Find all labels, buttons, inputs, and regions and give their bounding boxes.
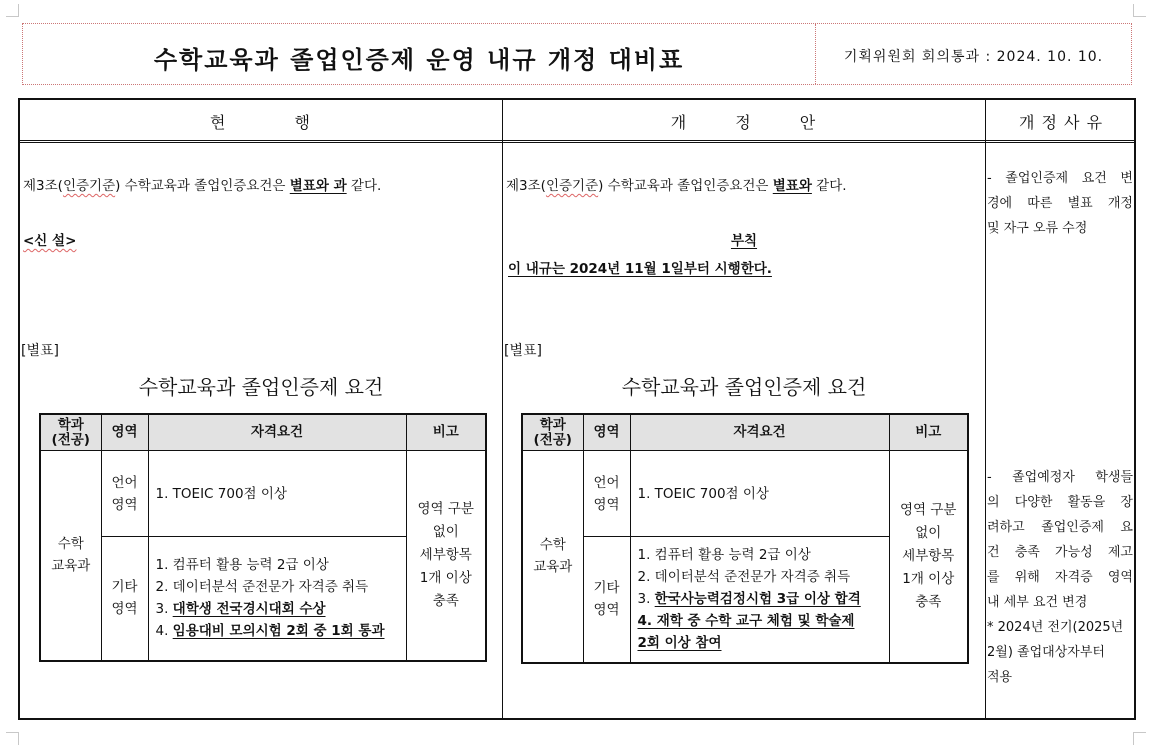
approval-date: 기획위원회 회의통과 : 2024. 10. 10. xyxy=(843,49,1104,65)
article-emphasis: 별표와 xyxy=(772,178,812,194)
other-item-1: 1. 컴퓨터 활용 능력 2급 이상 xyxy=(155,557,329,574)
other-item-4: 4. 재학 중 수학 교구 체험 및 학술제 xyxy=(637,613,855,630)
new-section-label: <신 설> xyxy=(23,233,77,249)
col-header-requirements: 자격요건 xyxy=(630,414,889,451)
proposed-annex-label: [별표] xyxy=(504,343,542,359)
reason-2: - 졸업예정자 학생들 의 다양한 활동을 장 려하고 졸업인증제 요 건 충족 가능성 제고 를 위해 자격증 영역 내 세부 요건 변경 * 2024년 전기(2025년 2월) 졸업대상자부터 적용 xyxy=(987,470,1133,685)
lang-item: 1. TOEIC 700점 이상 xyxy=(148,451,406,537)
proposed-article: 제3조(인증기준) 수학교육과 졸업인증요건은 별표와 같다. xyxy=(506,178,847,194)
current-annex-label: [별표] xyxy=(21,343,59,359)
lang-item: 1. TOEIC 700점 이상 xyxy=(630,451,889,537)
header-divider xyxy=(20,140,1134,143)
supplement-title: 부칙 xyxy=(730,233,758,249)
col-header-note: 비고 xyxy=(889,414,968,451)
dept-cell: 수학 교육과 xyxy=(522,451,583,663)
crop-mark-top-right xyxy=(1133,4,1146,17)
other-item-4-cont: 2회 이상 참여 xyxy=(637,635,722,652)
col-header-dept: 학과 (전공) xyxy=(40,414,101,451)
article-emphasis: 별표와 과 xyxy=(289,178,347,194)
lang-area-cell: 언어 영역 xyxy=(101,451,148,537)
proposed-requirements-table xyxy=(521,413,969,664)
col-header-area: 영역 xyxy=(101,414,148,451)
other-area-cell: 기타 영역 xyxy=(101,537,148,661)
document-title: 수학교육과 졸업인증제 운영 내규 개정 대비표 xyxy=(153,45,685,74)
other-item-2: 2. 데이터분석 준전문가 자격증 취득 xyxy=(637,569,851,586)
column-divider-1 xyxy=(502,100,503,718)
other-item-3: 3. 대학생 전국경시대회 수상 xyxy=(155,601,326,618)
reason-1: - 졸업인증제 요건 변 경에 따른 별표 개정 및 자구 오류 수정 xyxy=(987,171,1133,236)
crop-mark-bottom-right xyxy=(1133,732,1146,745)
current-requirements-table xyxy=(39,413,487,662)
other-item-1: 1. 컴퓨터 활용 능력 2급 이상 xyxy=(637,547,811,564)
header-reason: 개 정 사 유 xyxy=(1018,113,1104,132)
note-cell: 영역 구분 없이 세부항목 1개 이상 충족 xyxy=(406,451,486,661)
article-name: 인증기준 xyxy=(545,178,599,194)
current-article: 제3조(인증기준) 수학교육과 졸업인증요건은 별표와 과 같다. xyxy=(23,178,382,194)
current-table-title: 수학교육과 졸업인증제 요건 xyxy=(138,375,384,399)
col-header-dept: 학과 (전공) xyxy=(522,414,583,451)
col-header-area: 영역 xyxy=(583,414,630,451)
title-box xyxy=(22,23,1132,85)
col-header-note: 비고 xyxy=(406,414,486,451)
supplement-text: 이 내규는 2024년 11월 1일부터 시행한다. xyxy=(508,261,772,277)
crop-mark-top-left xyxy=(6,4,19,17)
reason-2-note: * 2024년 전기(2025년 xyxy=(987,620,1124,635)
col-header-requirements: 자격요건 xyxy=(148,414,406,451)
header-current: 현 행 xyxy=(210,113,312,132)
other-area-cell: 기타 영역 xyxy=(583,537,630,663)
proposed-table-title: 수학교육과 졸업인증제 요건 xyxy=(621,375,867,399)
other-item-3: 3. 한국사능력검정시험 3급 이상 합격 xyxy=(637,591,861,608)
column-divider-2 xyxy=(985,100,986,718)
header-proposed: 개 정 안 xyxy=(670,113,818,132)
comparison-table xyxy=(18,98,1136,720)
other-item-4: 4. 임용대비 모의시험 2회 중 1회 통과 xyxy=(155,623,385,640)
lang-area-cell: 언어 영역 xyxy=(583,451,630,537)
other-items xyxy=(630,537,889,663)
other-items xyxy=(148,537,406,661)
note-cell: 영역 구분 없이 세부항목 1개 이상 충족 xyxy=(889,451,968,663)
other-item-2: 2. 데이터분석 준전문가 자격증 취득 xyxy=(155,579,369,596)
dept-cell: 수학 교육과 xyxy=(40,451,101,661)
article-name: 인증기준 xyxy=(62,178,116,194)
crop-mark-bottom-left xyxy=(6,732,19,745)
